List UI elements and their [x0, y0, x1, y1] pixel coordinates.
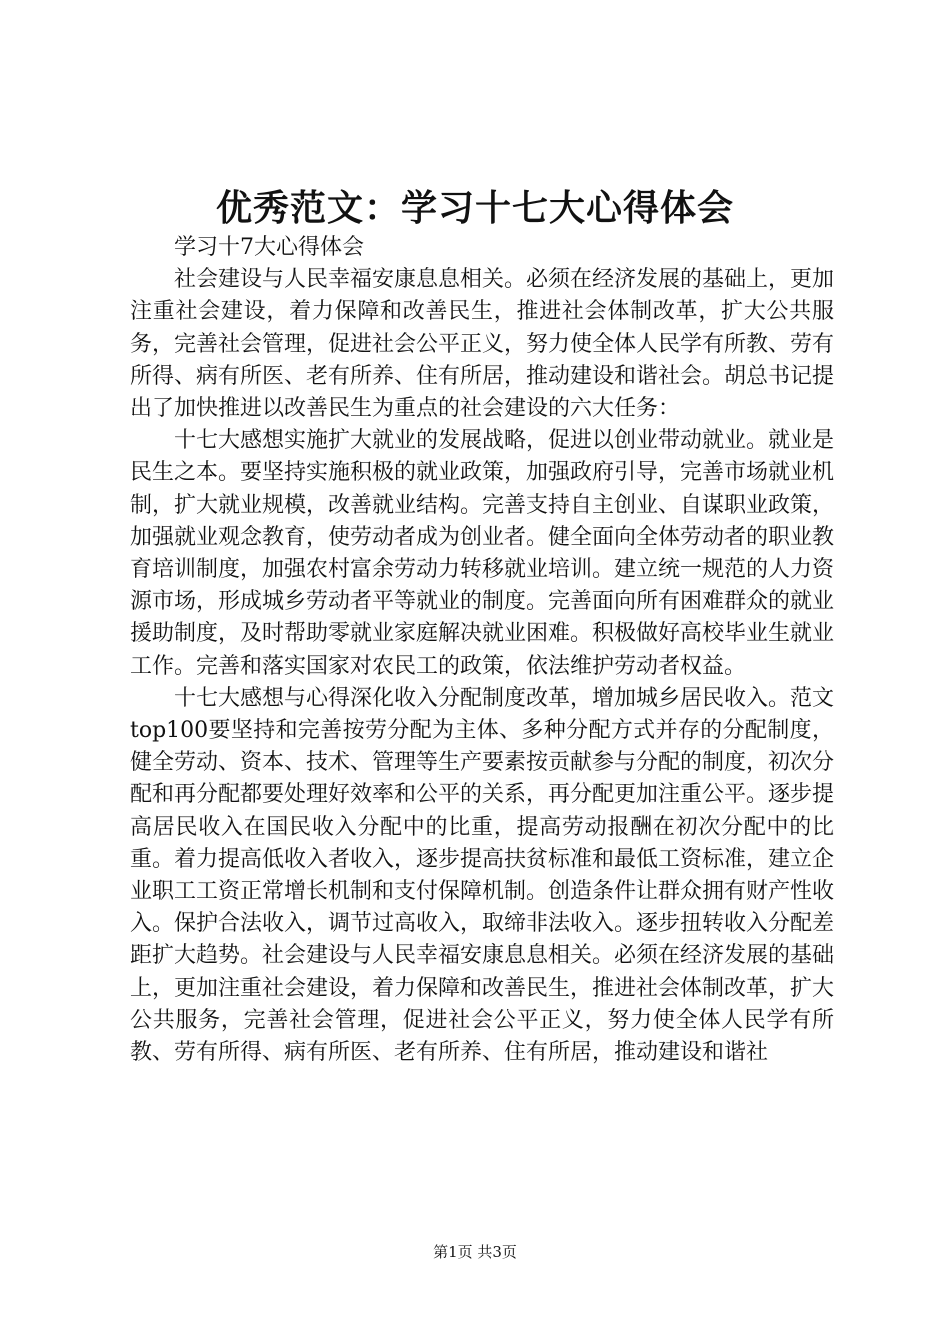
paragraph: 十七大感想实施扩大就业的发展战略，促进以创业带动就业。就业是民生之本。要坚持实施积极的就业政策，加强政府引导，完善市场就业机制，扩大就业规模，改善就业结构。完善支持自主创业、自谋职业政策，加强就业观念教育，使劳动者成为创业者。健全面向全体劳动者的职业教育培训制度，加强农村富余劳动力转移就业培训。建立统一规范的人力资源市场，形成城乡劳动者平等就业的制度。完善面向所有困难群众的就业援助制度，及时帮助零就业家庭解决就业困难。积极做好高校毕业生就业工作。完善和落实国家对农民工的政策，依法维护劳动者权益。: [130, 428, 835, 679]
document-title: 优秀范文：学习十七大心得体会: [215, 187, 734, 229]
document-subtitle: 学习十7大心得体会: [174, 235, 364, 260]
page-number-footer: 第1页 共3页: [433, 1243, 517, 1261]
paragraph: 十七大感想与心得深化收入分配制度改革，增加城乡居民收入。范文top100要坚持和完善按劳分配为主体、多种分配方式并存的分配制度，健全劳动、资本、技术、管理等生产要素按贡献参与分配的制度，初次分配和再分配都要处理好效率和公平的关系，再分配更加注重公平。逐步提高居民收入在国民收入分配中的比重，提高劳动报酬在初次分配中的比重。着力提高低收入者收入，逐步提高扶贫标准和最低工资标准，建立企业职工工资正常增长机制和支付保障机制。创造条件让群众拥有财产性收入。保护合法收入，调节过高收入，取缔非法收入。逐步扭转收入分配差距扩大趋势。社会建设与人民幸福安康息息相关。必须在经济发展的基础上，更加注重社会建设，着力保障和改善民生，推进社会体制改革，扩大公共服务，完善社会管理，促进社会公平正义，努力使全体人民学有所教、劳有所得、病有所医、老有所养、住有所居，推动建设和谐社: [130, 685, 835, 1066]
document-body: [130, 232, 834, 1069]
paragraph: 社会建设与人民幸福安康息息相关。必须在经济发展的基础上，更加注重社会建设，着力保障和改善民生，推进社会体制改革，扩大公共服务，完善社会管理，促进社会公平正义，努力使全体人民学有所教、劳有所得、病有所医、老有所养、住有所居，推动建设和谐社会。胡总书记提出了加快推进以改善民生为重点的社会建设的六大任务：: [130, 267, 835, 422]
